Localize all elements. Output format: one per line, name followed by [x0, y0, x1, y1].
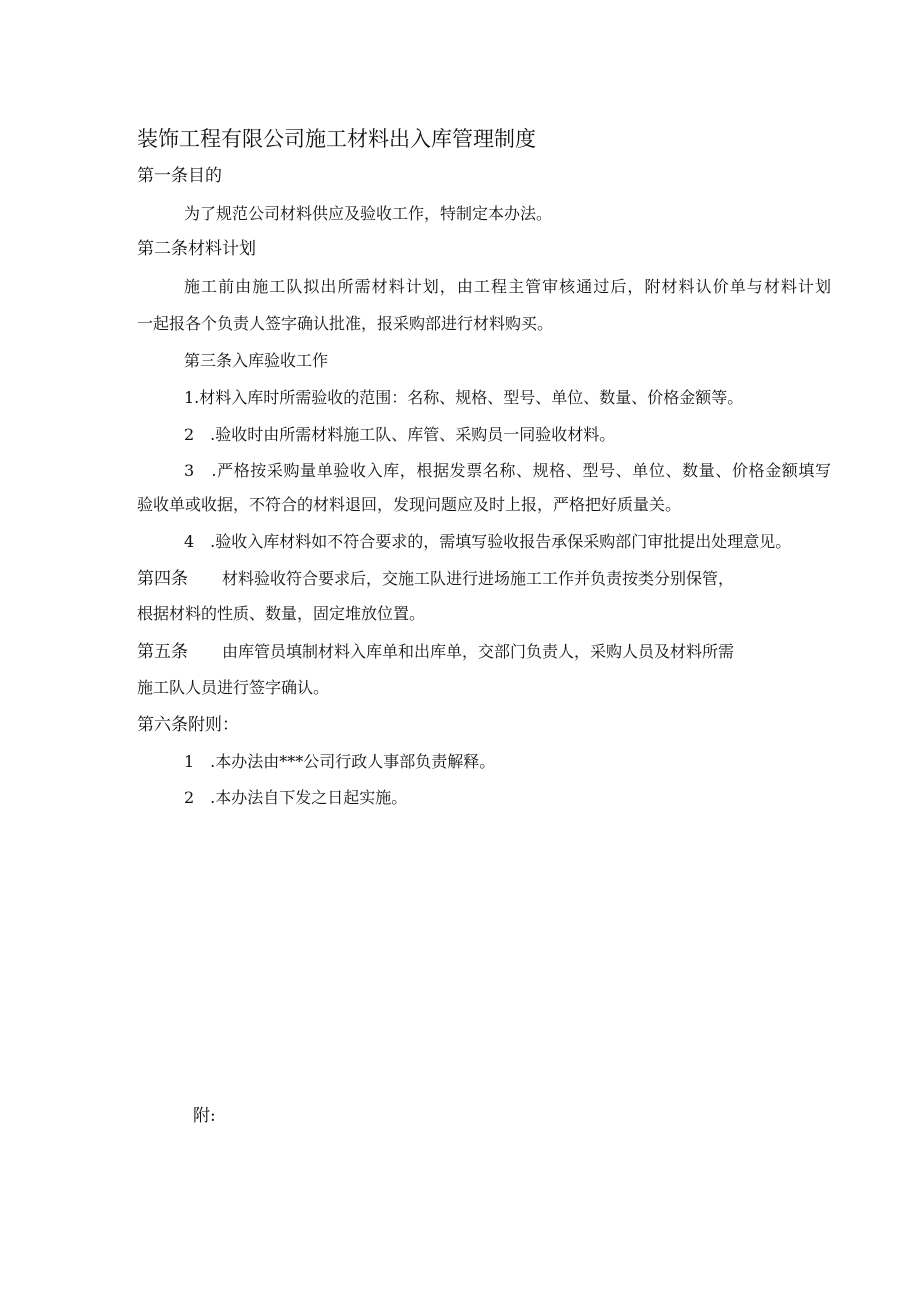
article-5-line-1 [137, 641, 734, 663]
appendix-label: 附: [193, 1106, 216, 1126]
article-3-item-4: 4 .验收入库材料如不符合要求的，需填写验收报告承保采购部门审批提出处理意见。 [184, 532, 792, 551]
document-title: 装饰工程有限公司施工材料出入库管理制度 [137, 127, 536, 151]
article-2-body-line-2: 一起报各个负责人签字确认批准，报采购部进行材料购买。 [137, 314, 554, 333]
article-5-label: 第五条 [137, 642, 188, 662]
article-3-item-1: 1.材料入库时所需验收的范围：名称、规格、型号、单位、数量、价格金额等。 [184, 388, 744, 407]
article-4-body-line-1: 材料验收符合要求后，交施工队进行进场施工工作并负责按类分别保管， [222, 569, 735, 588]
article-6-item-2: 2 .本办法自下发之日起实施。 [184, 788, 408, 807]
article-2-body-line-1: 施工前由施工队拟出所需材料计划，由工程主管审核通过后，附材料认价单与材料计划 [184, 277, 831, 296]
article-6-item-1: 1 .本办法由***公司行政人事部负责解释。 [184, 752, 496, 771]
article-5-body-line-2: 施工队人员进行签字确认。 [137, 678, 330, 697]
article-6-heading: 第六条附则： [137, 715, 239, 735]
article-1-body: 为了规范公司材料供应及验收工作，特制定本办法。 [184, 204, 553, 223]
article-4-body-line-2: 根据材料的性质、数量，固定堆放位置。 [137, 604, 426, 623]
article-3-item-3-line-2: 验收单或收据，不符合的材料退回，发现问题应及时上报，严格把好质量关。 [137, 495, 682, 514]
article-4-line-1 [137, 568, 734, 590]
article-5-body-line-1: 由库管员填制材料入库单和出库单，交部门负责人，采购人员及材料所需 [222, 642, 735, 661]
article-3-item-2: 2 .验收时由所需材料施工队、库管、采购员一同验收材料。 [184, 425, 616, 444]
article-2-heading: 第二条材料计划 [137, 239, 256, 259]
article-3-item-3-line-1: 3 .严格按采购量单验收入库，根据发票名称、规格、型号、单位、数量、价格金额填写 [184, 461, 831, 480]
article-3-heading: 第三条入库验收工作 [184, 351, 329, 370]
article-4-label: 第四条 [137, 569, 188, 589]
article-1-heading: 第一条目的 [137, 166, 222, 186]
